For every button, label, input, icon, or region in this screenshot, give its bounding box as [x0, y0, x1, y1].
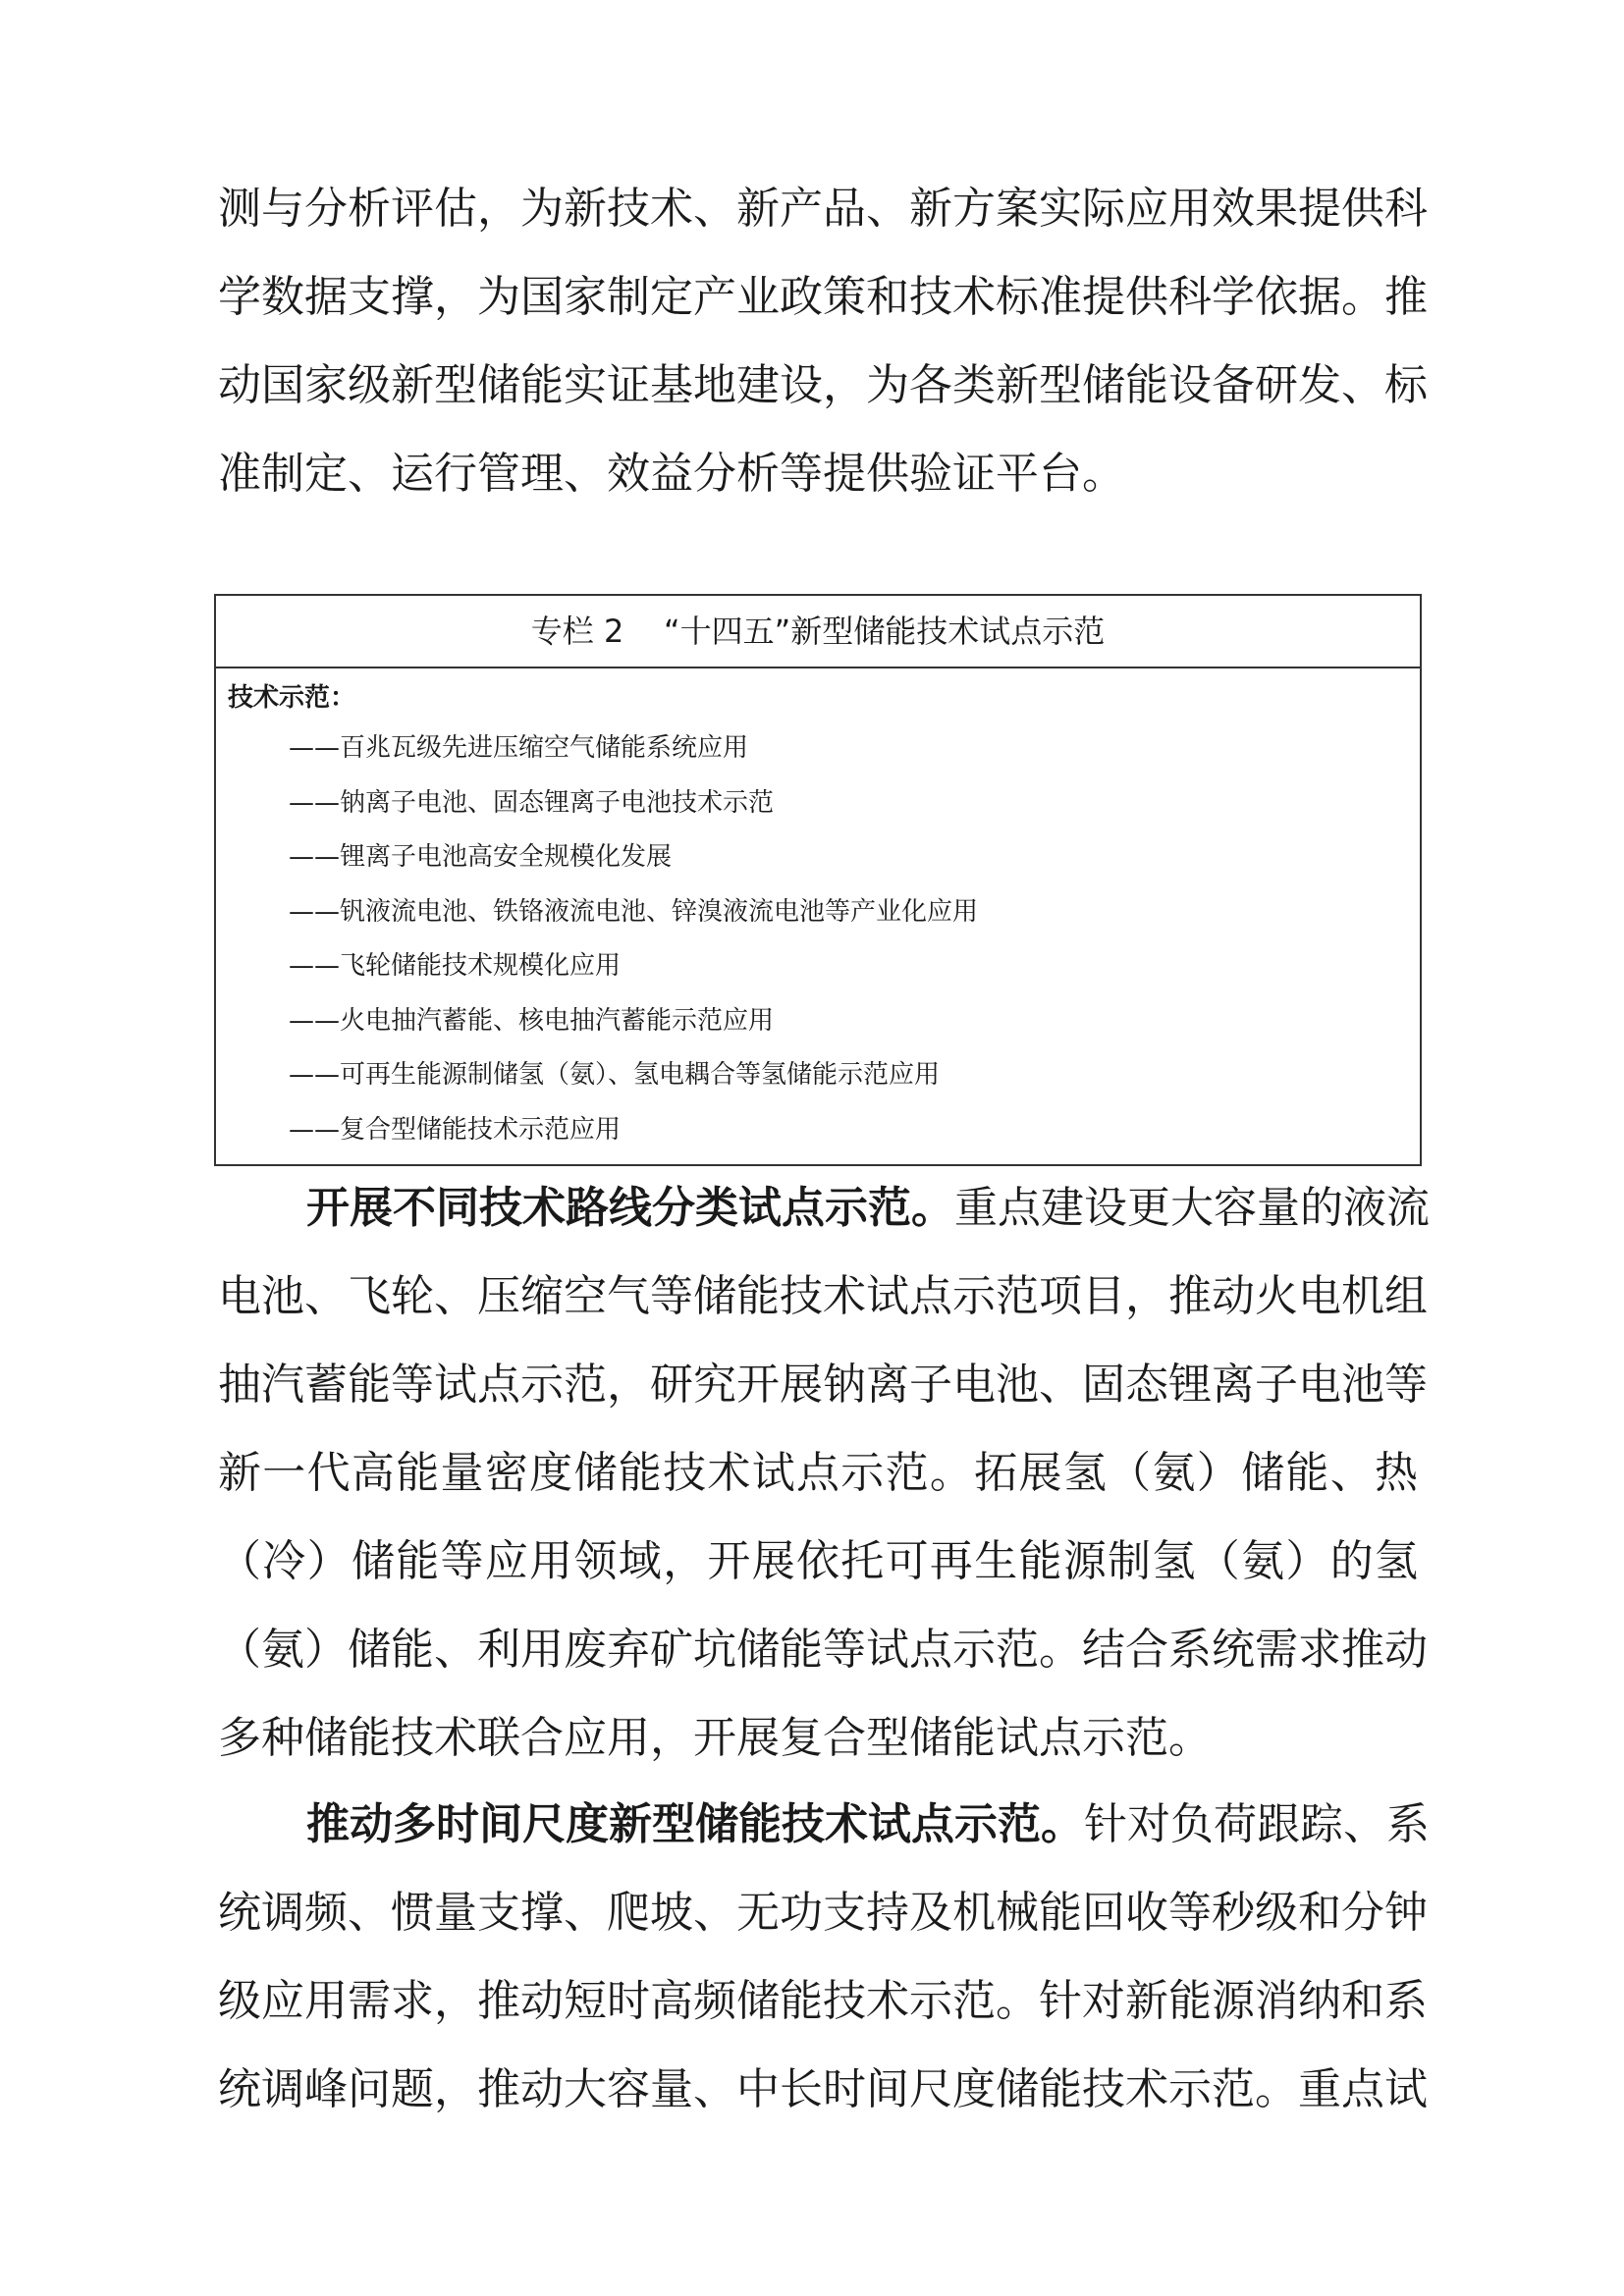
section-2-first-line: [218, 1781, 1430, 1869]
list-item: ——锂离子电池高安全规模化发展: [289, 842, 673, 872]
list-item: ——可再生能源制储氢（氨）、氢电耦合等氢储能示范应用: [289, 1060, 941, 1090]
section-2-line: 统调峰问题，推动大容量、中长时间尺度储能技术示范。重点试: [218, 2064, 1428, 2114]
list-item: ——飞轮储能技术规模化应用: [289, 951, 622, 981]
section-1-line: 多种储能技术联合应用，开展复合型储能试点示范。: [218, 1713, 1212, 1763]
intro-paragraph: [218, 165, 1428, 518]
list-item: ——复合型储能技术示范应用: [289, 1114, 622, 1145]
section-1-line: 新一代高能量密度储能技术试点示范。拓展氢（氨）储能、热: [218, 1448, 1418, 1498]
section-2-lead-rest: 针对负荷跟踪、系: [1084, 1799, 1430, 1849]
section-2-line: 级应用需求，推动短时高频储能技术示范。针对新能源消纳和系: [218, 1976, 1428, 2026]
intro-line: 测与分析评估，为新技术、新产品、新方案实际应用效果提供科: [218, 184, 1428, 234]
column-box: [214, 594, 1422, 1166]
intro-line: 准制定、运行管理、效益分析等提供验证平台。: [218, 449, 1125, 499]
section-1-line: 抽汽蓄能等试点示范，研究开展钠离子电池、固态锂离子电池等: [218, 1360, 1428, 1410]
section-1-paragraph: [218, 1164, 1430, 1783]
column-box-title: [216, 596, 1420, 668]
intro-line: 动国家级新型储能实证基地建设，为各类新型储能设备研发、标: [218, 360, 1428, 410]
list-item: ——百兆瓦级先进压缩空气储能系统应用: [289, 733, 749, 763]
section-2-lead: 推动多时间尺度新型储能技术试点示范。: [306, 1799, 1084, 1849]
column-box-title-text: “十四五”新型储能技术试点示范: [664, 613, 1106, 650]
section-1-first-line: [218, 1164, 1430, 1253]
section-1-lead-rest: 重点建设更大容量的液流: [954, 1183, 1430, 1233]
section-1-line: （冷）储能等应用领域，开展依托可再生能源制氢（氨）的氢: [218, 1536, 1418, 1586]
intro-line: 学数据支撑，为国家制定产业政策和技术标准提供科学依据。推: [218, 272, 1428, 322]
section-2-paragraph: [218, 1781, 1430, 2134]
list-item: ——火电抽汽蓄能、核电抽汽蓄能示范应用: [289, 1005, 775, 1036]
section-1-line: 电池、飞轮、压缩空气等储能技术试点示范项目，推动火电机组: [218, 1271, 1428, 1321]
column-box-heading: 技术示范：: [228, 683, 356, 713]
section-2-line: 统调频、惯量支撑、爬坡、无功支持及机械能回收等秒级和分钟: [218, 1888, 1428, 1938]
column-box-body: [216, 668, 1420, 1157]
list-item: ——钒液流电池、铁铬液流电池、锌溴液流电池等产业化应用: [289, 896, 979, 927]
column-box-title-prefix: 专栏 2: [530, 613, 624, 650]
list-item: ——钠离子电池、固态锂离子电池技术示范: [289, 787, 775, 818]
section-1-line: （氨）储能、利用废弃矿坑储能等试点示范。结合系统需求推动: [218, 1625, 1428, 1675]
section-1-lead: 开展不同技术路线分类试点示范。: [306, 1183, 954, 1233]
